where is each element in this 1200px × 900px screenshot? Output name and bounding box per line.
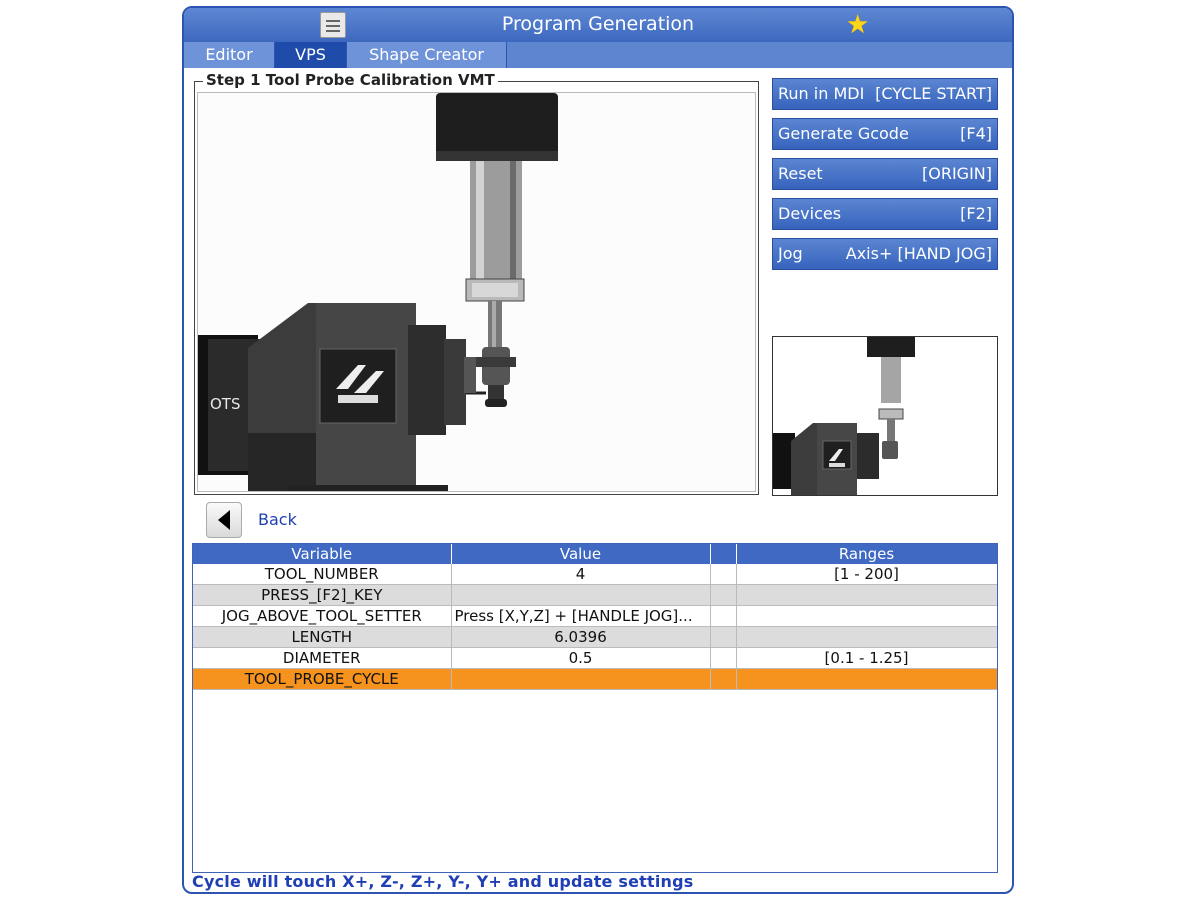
header-ranges: Ranges [736,544,997,564]
reset-button[interactable] [772,158,998,190]
cell-variable: PRESS_[F2]_KEY [193,585,451,606]
generate-gcode-key: [F4] [960,124,992,143]
run-in-mdi-label: Run in MDI [778,84,865,103]
header-variable: Variable [193,544,451,564]
cell-value[interactable]: 6.0396 [451,627,710,648]
cell-range [736,669,997,690]
cell-variable: JOG_ABOVE_TOOL_SETTER [193,606,451,627]
variables-table [192,543,998,873]
generate-gcode-button[interactable] [772,118,998,150]
header-value: Value [451,544,710,564]
header-extra [710,544,736,564]
title-bar [184,8,1012,42]
cell-range: [1 - 200] [736,564,997,585]
status-message: Cycle will touch X+, Z-, Z+, Y-, Y+ and update settings [192,872,694,891]
cell-variable: LENGTH [193,627,451,648]
table-row[interactable] [193,606,997,627]
back-button[interactable] [206,502,242,538]
table-row[interactable] [193,627,997,648]
program-generation-window [182,6,1014,894]
cell-value[interactable]: 4 [451,564,710,585]
run-in-mdi-button[interactable] [772,78,998,110]
table-row[interactable] [193,585,997,606]
devices-label: Devices [778,204,842,223]
cell-range: [0.1 - 1.25] [736,648,997,669]
devices-key: [F2] [960,204,992,223]
cell-variable: TOOL_PROBE_CYCLE [193,669,451,690]
jog-button[interactable] [772,238,998,270]
cell-range [736,606,997,627]
reset-label: Reset [778,164,823,183]
cell-value[interactable] [451,669,710,690]
cell-value[interactable] [451,585,710,606]
jog-label: Jog [778,244,803,263]
cell-extra [710,564,736,585]
cell-value[interactable]: 0.5 [451,648,710,669]
run-in-mdi-key: [CYCLE START] [875,84,992,103]
cell-extra [710,606,736,627]
jog-key: Axis+ [HAND JOG] [845,244,992,263]
cell-variable: DIAMETER [193,648,451,669]
tab-shape-creator[interactable]: Shape Creator [347,42,507,68]
favorite-star-icon[interactable]: ★ [846,10,870,40]
cell-extra [710,627,736,648]
generate-gcode-label: Generate Gcode [778,124,909,143]
table-row-selected[interactable] [193,669,997,690]
ots-label: OTS [210,395,241,413]
cell-range [736,627,997,648]
tab-vps[interactable]: VPS [275,42,347,68]
cell-extra [710,585,736,606]
cell-variable: TOOL_NUMBER [193,564,451,585]
back-link[interactable]: Back [258,510,297,529]
table-row[interactable] [193,564,997,585]
window-title: Program Generation [501,13,695,35]
step-panel [194,71,759,495]
tab-bar [184,42,1012,68]
step-title: Step 1 Tool Probe Calibration VMT [203,71,498,89]
cell-extra [710,648,736,669]
table-row[interactable] [193,648,997,669]
cell-extra [710,669,736,690]
cell-value[interactable]: Press [X,Y,Z] + [HANDLE JOG]... [451,606,710,627]
tab-editor[interactable]: Editor [184,42,275,68]
preview-thumbnail [772,336,998,496]
reset-key: [ORIGIN] [922,164,992,183]
tool-probe-illustration [197,92,756,492]
table-header-row [193,544,997,564]
back-arrow-icon [218,510,230,530]
devices-button[interactable] [772,198,998,230]
cell-range [736,585,997,606]
